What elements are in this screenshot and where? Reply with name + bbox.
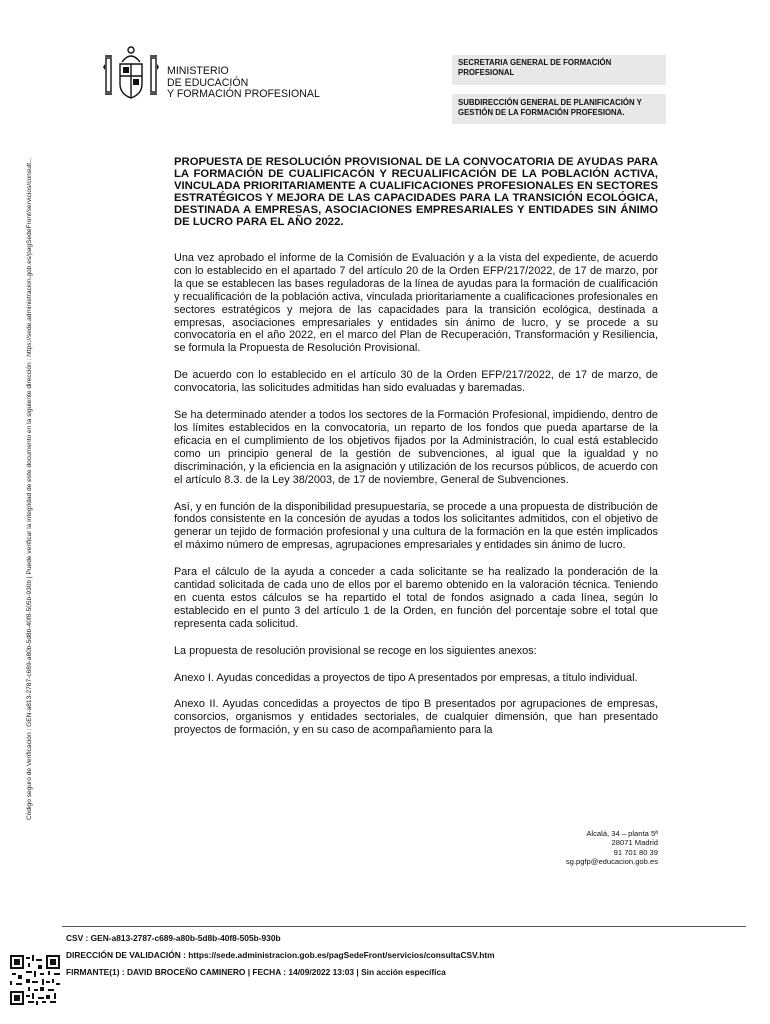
paragraph: Anexo II. Ayudas concedidas a proyectos de tipo B presentados por agrupaciones de empresas, consorcios, organismos y entidades sectoriales, de cualquier dimensión, que han presentado proyectos de formación, y en su caso de acompañamiento para la bbox=[174, 698, 658, 737]
document-body bbox=[174, 252, 658, 751]
office-address bbox=[480, 829, 658, 867]
paragraph: Se ha determinado atender a todos los sectores de la Formación Profesional, impidiendo, dentro de los límites establecidos en la convocatoria, un reparto de los fondos que pueda apartarse de la eficacia en el cumplimiento de los objetivos fijados por la Administración, lo cual está establecido como un principio general de la gestión de subvenciones, al igual que la igualdad y no discriminación, y la eficiencia en la asignación y utilización de los recursos públicos, de acuerdo con el artículo 8.3. de la Ley 38/2003, de 17 de noviembre, General de Subvenciones. bbox=[174, 409, 658, 486]
address-line: 91 701 80 39 bbox=[613, 847, 658, 857]
paragraph: Anexo I. Ayudas concedidas a proyectos de tipo A presentados por empresas, a título individual. bbox=[174, 671, 638, 684]
signature-footer bbox=[66, 930, 746, 981]
subdirectorate-box: SUBDIRECCIÓN GENERAL DE PLANIFICACIÓN Y GESTIÓN DE LA FORMACIÓN PROFESIONA. bbox=[452, 94, 666, 124]
paragraph: De acuerdo con lo establecido en el artículo 30 de la Orden EFP/217/2022, de 17 de marzo, de convocatoria, las solicitudes admitidas han sido evaluadas y baremadas. bbox=[174, 369, 658, 395]
paragraph: Una vez aprobado el informe de la Comisión de Evaluación y a la vista del expediente, de acuerdo con lo establecido en el apartado 7 del artículo 20 de la Orden EFP/217/2022, de 17 de marzo, por la que se establecen las bases reguladoras de la línea de ayudas para la formación de cualificación y recualificación de la población activa, vinculada prioritariamente a cualificaciones profesionales en sectores estratégicos y mejora de las capacidades para la transición ecológica, destinada a empresas, asociaciones empresariales y entidades sin ánimo de lucro, y se procede a su convocatoria en el año 2022, en el marco del Plan de Recuperación, Transformación y Resiliencia, se formula la Propuesta de Resolución Provisional. bbox=[174, 252, 658, 355]
qr-code-icon bbox=[10, 955, 60, 1005]
paragraph: Así, y en función de la disponibilidad presupuestaria, se procede a una propuesta de distribución de fondos consistente en la concesión de ayudas a todos los solicitantes admitidos, con el objetivo de generar un tejido de formación profesional y una cultura de la formación en la que estén implicados el máximo número de empresas, agrupaciones empresariales y entidades sin ánimo de lucro. bbox=[174, 500, 658, 552]
document-title: PROPUESTA DE RESOLUCIÓN PROVISIONAL DE LA CONVOCATORIA DE AYUDAS PARA LA FORMACIÓN DE CUALIFICACÓN Y RECUALIFICACIÓN DE LA POBLACIÓN ACTIVA, VINCULADA PRIORITARIAMENTE A CUALIFICACIONES PROFESIONALES EN SECTORES ESTRATÉGICOS Y MEJORA DE LAS CAPACIDADES PARA LA TRANSICIÓN ECOLÓGICA, DESTINADA A EMPRESAS, ASOCIACIONES EMPRESARIALES Y ENTIDADES SIN ÁNIMO DE LUCRO PARA EL AÑO 2022. bbox=[174, 156, 658, 229]
address-line: 28071 Madrid bbox=[611, 838, 658, 848]
footer-divider bbox=[62, 926, 746, 927]
paragraph: Para el cálculo de la ayuda a conceder a cada solicitante se ha realizado la ponderación de la cantidad solicitada de cada uno de ellos por el baremo obtenido en la valoración técnica. Teniendo en cuenta estos cálculos se ha repartido el total de fondos asignado a cada línea, según lo establecido en el punto 3 del artículo 1 de la Orden, en función del porcentaje sobre el total que representa cada solicitud. bbox=[174, 566, 658, 630]
ministry-line-1: MINISTERIO bbox=[167, 65, 229, 77]
ministry-line-3: Y FORMACIÓN PROFESIONAL bbox=[167, 88, 320, 100]
verification-side-text: Código seguro de Verificación : GEN-a813-2787-c689-a80b-5d8b-40f8-505b-930b | Puede verificar la integridad de este documento en la siguiente dirección : https://sede.administracion.gob.es/pagSedeFront/servicios/consult... bbox=[26, 157, 33, 820]
validation-line: DIRECCIÓN DE VALIDACIÓN : https://sede.administracion.gob.es/pagSedeFront/servicios/consultaCSV.htm bbox=[66, 950, 495, 960]
coat-of-arms-icon bbox=[103, 44, 159, 106]
paragraph: La propuesta de resolución provisional se recoge en los siguientes anexos: bbox=[174, 644, 537, 657]
ministry-logo bbox=[103, 44, 333, 106]
signer-line: FIRMANTE(1) : DAVID BROCEÑO CAMINERO | FECHA : 14/09/2022 13:03 | Sin acción específica bbox=[66, 967, 446, 977]
address-line: Alcalá, 34 – planta 5ª bbox=[586, 829, 658, 838]
secretariat-box: SECRETARIA GENERAL DE FORMACIÓN PROFESIONAL bbox=[452, 55, 666, 85]
ministry-line-2: DE EDUCACIÓN bbox=[167, 76, 249, 89]
address-line: sg.pgfp@educacion.gob.es bbox=[565, 857, 658, 867]
ministry-name bbox=[167, 66, 320, 101]
csv-line: CSV : GEN-a813-2787-c689-a80b-5d8b-40f8-505b-930b bbox=[66, 933, 281, 943]
